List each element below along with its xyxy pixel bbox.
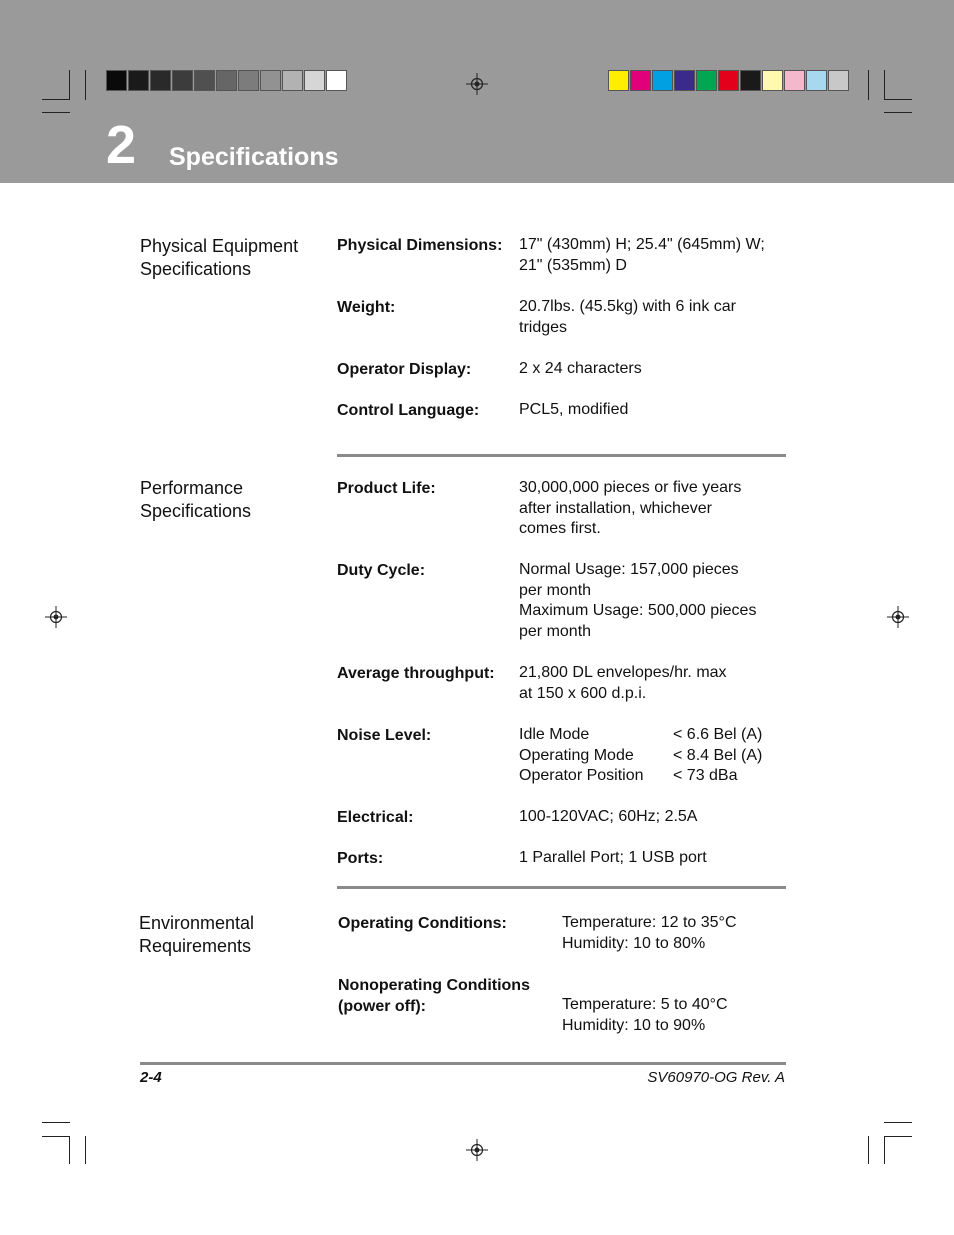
spec-label-product-life: Product Life: xyxy=(337,480,436,497)
color-swatch xyxy=(740,70,761,91)
section-title-environmental: Environmental Requirements xyxy=(139,913,255,956)
section-title-performance: Performance Specifications xyxy=(140,478,252,521)
spec-label-duty-cycle: Duty Cycle: xyxy=(337,562,426,579)
noise-row: Idle Mode < 6.6 Bel (A) xyxy=(519,726,763,743)
color-swatch xyxy=(260,70,281,91)
spec-value-ports: 1 Parallel Port; 1 USB port xyxy=(519,849,707,866)
crop-mark xyxy=(884,112,912,113)
spec-label-display: Operator Display: xyxy=(337,361,472,378)
spec-value-display: 2 x 24 characters xyxy=(519,360,642,377)
section-divider xyxy=(337,886,786,889)
spec-label-operating: Operating Conditions: xyxy=(338,915,507,932)
spec-label-weight: Weight: xyxy=(337,299,396,316)
crop-mark xyxy=(884,70,885,100)
spec-value-weight: 20.7lbs. (45.5kg) with 6 ink car tridges xyxy=(519,298,736,336)
crop-mark xyxy=(69,1136,70,1164)
spec-value-product-life: 30,000,000 pieces or five years after installation, whichever comes first. xyxy=(519,479,742,537)
spec-value-electrical: 100-120VAC; 60Hz; 2.5A xyxy=(519,808,698,825)
spec-value-nonoperating: Temperature: 5 to 40°C Humidity: 10 to 90% xyxy=(562,996,728,1034)
section-title-physical: Physical Equipment Specifications xyxy=(140,236,299,279)
color-swatch xyxy=(216,70,237,91)
chapter-number: 2 xyxy=(106,115,137,175)
registration-mark-icon xyxy=(466,1139,488,1161)
spec-label-throughput: Average throughput: xyxy=(337,665,495,682)
spec-value-dimensions: 17" (430mm) H; 25.4" (645mm) W; 21" (535mm) D xyxy=(519,236,765,274)
spec-label-electrical: Electrical: xyxy=(337,809,414,826)
crop-mark xyxy=(69,70,70,100)
spec-label-nonoperating: Nonoperating Conditions (power off): xyxy=(338,977,530,1015)
color-swatch xyxy=(238,70,259,91)
color-swatch xyxy=(762,70,783,91)
color-swatch xyxy=(674,70,695,91)
color-swatch xyxy=(128,70,149,91)
crop-mark xyxy=(42,1136,70,1137)
process-color-bar xyxy=(608,70,850,91)
color-swatch xyxy=(106,70,127,91)
color-swatch xyxy=(784,70,805,91)
crop-mark xyxy=(884,1136,912,1137)
spec-value-throughput: 21,800 DL envelopes/hr. max at 150 x 600 d.p.i. xyxy=(519,664,727,702)
spec-label-ports: Ports: xyxy=(337,850,384,867)
color-swatch xyxy=(194,70,215,91)
crop-mark xyxy=(868,1136,869,1164)
crop-mark xyxy=(85,1136,86,1164)
color-swatch xyxy=(282,70,303,91)
crop-mark xyxy=(42,1122,70,1123)
spec-label-dimensions: Physical Dimensions: xyxy=(337,237,503,254)
footer-rule xyxy=(140,1062,786,1065)
color-swatch xyxy=(150,70,171,91)
color-swatch xyxy=(828,70,849,91)
noise-row: Operating Mode < 8.4 Bel (A) xyxy=(519,746,763,764)
spec-value-language: PCL5, modified xyxy=(519,401,629,418)
spec-value-noise xyxy=(519,725,762,787)
document-id: SV60970-OG Rev. A xyxy=(647,1069,785,1086)
spec-label-noise: Noise Level: xyxy=(337,727,432,744)
crop-mark xyxy=(884,1122,912,1123)
color-swatch xyxy=(326,70,347,91)
registration-mark-icon xyxy=(466,73,488,95)
crop-mark xyxy=(85,70,86,100)
color-swatch xyxy=(608,70,629,91)
color-swatch xyxy=(630,70,651,91)
color-swatch xyxy=(806,70,827,91)
color-swatch xyxy=(304,70,325,91)
spec-value-operating: Temperature: 12 to 35°C Humidity: 10 to 80% xyxy=(562,914,737,952)
chapter-title: Specifications xyxy=(169,143,339,171)
crop-mark xyxy=(884,1136,885,1164)
registration-mark-icon xyxy=(887,606,909,628)
color-swatch xyxy=(172,70,193,91)
color-swatch xyxy=(718,70,739,91)
page-number: 2-4 xyxy=(140,1069,162,1086)
color-swatch xyxy=(696,70,717,91)
crop-mark xyxy=(42,99,70,100)
spec-value-duty-cycle: Normal Usage: 157,000 pieces per month Maximum Usage: 500,000 pieces per month xyxy=(519,561,757,640)
grayscale-color-bar xyxy=(106,70,348,91)
crop-mark xyxy=(884,99,912,100)
spec-label-language: Control Language: xyxy=(337,402,480,419)
section-divider xyxy=(337,454,786,457)
crop-mark xyxy=(868,70,869,100)
registration-mark-icon xyxy=(45,606,67,628)
noise-row: Operator Position < 73 dBa xyxy=(519,767,738,784)
color-swatch xyxy=(652,70,673,91)
crop-mark xyxy=(42,112,70,113)
